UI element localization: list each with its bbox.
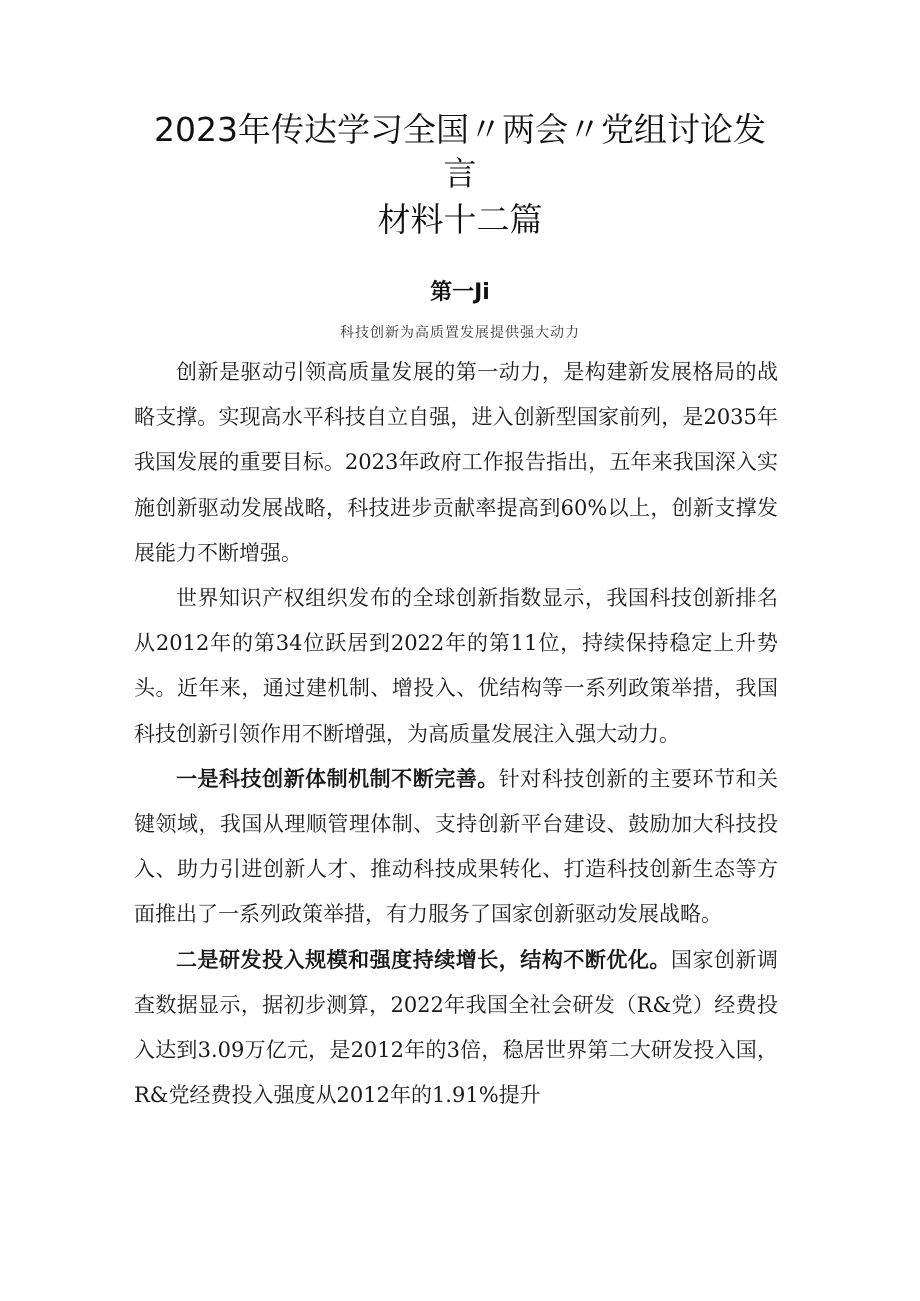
paragraph-text: 创新是驱动引领高质量发展的第一动力，是构建新发展格局的战略支撑。实现高水平科技自立自强，进入创新型国家前列，是2035年我国发展的重要目标。2023年政府工作报告指出，五年来我国深入实施创新驱动发展战略，科技进步贡献率提高到60%以上，创新支撑发展能力不断增强。 xyxy=(134,360,778,565)
document-title xyxy=(120,108,800,242)
title-line-1: 2023年传达学习全国〃两会〃党组讨论发 xyxy=(154,110,766,149)
paragraph xyxy=(134,938,778,1119)
paragraph-text: 世界知识产权组织发布的全球创新指数显示，我国科技创新排名从2012年的第34位跃居到2022年的第11位，持续保持稳定上升势头。近年来，通过建机制、增投入、优结构等一系列政策举措，我国科技创新引领作用不断增强，为高质量发展注入强大动力。 xyxy=(134,586,778,746)
title-line-3: 材料十二篇 xyxy=(377,200,543,239)
paragraph xyxy=(134,350,778,576)
paragraph xyxy=(134,576,778,757)
title-line-2: 言 xyxy=(443,154,477,193)
paragraph-lead: 一是科技创新体制机制不断完善。 xyxy=(176,766,499,791)
article-body xyxy=(134,350,778,1118)
paragraph-text: 国家创新调查数据显示，据初步测算，2022年我国全社会研发（R&党）经费投入达到3.09万亿元，是2012年的3倍，稳居世界第二大研发投入国，R&党经费投入强度从2012年的1.91%提升 xyxy=(134,947,779,1108)
article-subtitle: 科技创新为高质置发展提供强大动力 xyxy=(340,325,580,341)
section-label: 第一Ji xyxy=(430,280,490,305)
paragraph-lead: 二是研发投入规模和强度持续增长，结构不断优化。 xyxy=(176,947,671,972)
paragraph-text: 针对科技创新的主要环节和关键领域，我国从理顺管理体制、支持创新平台建设、鼓励加大科技投入、助力引进创新人才、推动科技成果转化、打造科技创新生态等方面推出了一系列政策举措，有力服务了国家创新驱动发展战略。 xyxy=(134,766,779,927)
paragraph xyxy=(134,757,778,938)
